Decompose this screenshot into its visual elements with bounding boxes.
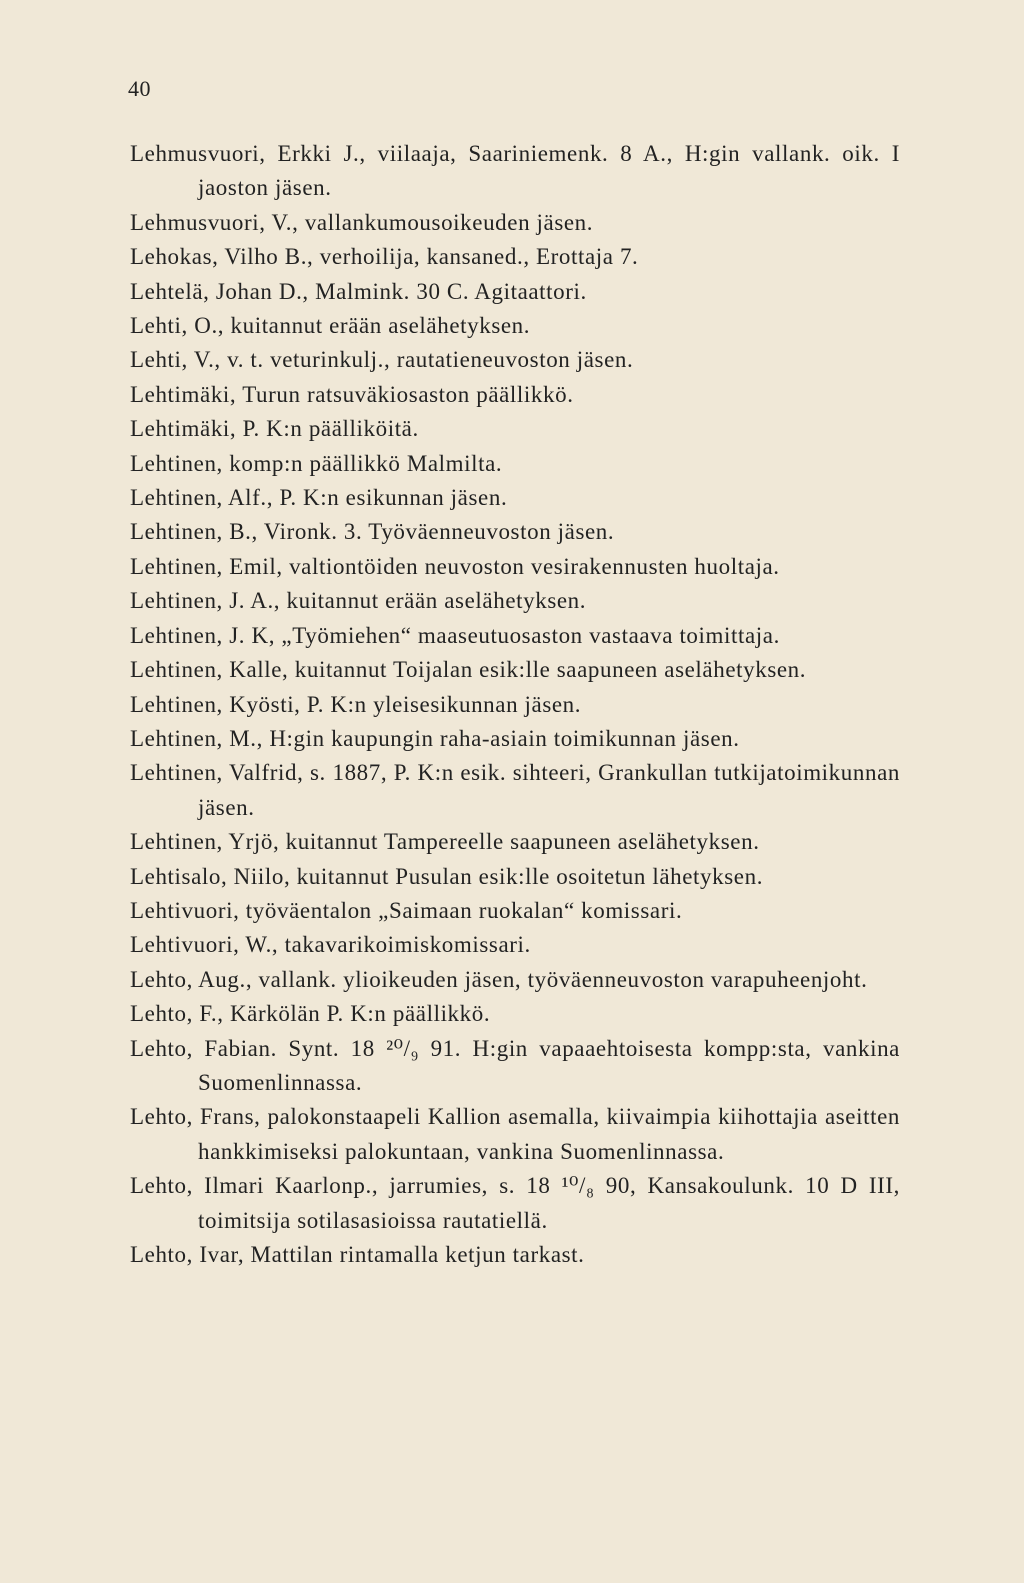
list-item: Lehtimäki, Turun ratsuväkiosaston päällikkö. [130,381,574,407]
list-item: Lehto, Frans, palokonstaapeli Kallion asemalla, kiivaimpia kiihottajia aseitten hankkimiseksi palokuntaan, vankina Suomenlinnassa. [130,1104,900,1164]
list-item: Lehtinen, komp:n päällikkö Malmilta. [130,450,503,476]
list-item: Lehto, Ilmari Kaarlonp., jarrumies, s. 18 ¹⁰/₈ 90, Kansakoulunk. 10 D III, toimitsija sotilasasioissa rautatiellä. [130,1173,900,1233]
page-number: 40 [128,76,151,101]
list-item: Lehtinen, Alf., P. K:n esikunnan jäsen. [130,485,508,511]
list-item: Lehto, Aug., vallank. ylioikeuden jäsen, työväenneuvoston varapuheenjoht. [130,966,868,992]
list-item: Lehtinen, Kalle, kuitannut Toijalan esik:lle saapuneen aselähetyksen. [130,657,807,683]
list-item: Lehtinen, M., H:gin kaupungin raha-asiain toimikunnan jäsen. [130,725,740,751]
list-item: Lehtimäki, P. K:n päälliköitä. [130,416,419,442]
list-item: Lehtinen, J. K, „Työmiehen“ maaseutuosaston vastaava toimittaja. [130,622,780,648]
list-item: Lehtinen, Yrjö, kuitannut Tampereelle saapuneen aselähetyksen. [130,829,760,855]
list-item: Lehtinen, Kyösti, P. K:n yleisesikunnan jäsen. [130,691,582,717]
list-item: Lehto, Fabian. Synt. 18 ²⁰/₉ 91. H:gin vapaaehtoisesta kompp:sta, vankina Suomenlinnassa. [130,1035,900,1095]
list-item: Lehtinen, Valfrid, s. 1887, P. K:n esik. sihteeri, Grankullan tutkijatoimikunnan jäsen. [130,760,900,820]
list-item: Lehmusvuori, Erkki J., viilaaja, Saariniemenk. 8 A., H:gin vallank. oik. I jaoston jäsen. [130,141,900,201]
list-item: Lehtisalo, Niilo, kuitannut Pusulan esik:lle osoitetun lähetyksen. [130,863,764,889]
list-item: Lehto, Ivar, Mattilan rintamalla ketjun tarkast. [130,1242,585,1267]
list-item: Lehti, V., v. t. veturinkulj., rautatieneuvoston jäsen. [130,347,634,373]
list-item: Lehtivuori, W., takavarikoimiskomissari. [130,932,531,958]
list-item: Lehtinen, Emil, valtiontöiden neuvoston vesirakennusten huoltaja. [130,553,780,579]
list-item: Lehto, F., Kärkölän P. K:n päällikkö. [130,1001,491,1027]
entry-list [130,137,900,1272]
list-item: Lehtinen, J. A., kuitannut erään aselähetyksen. [130,588,587,614]
list-item: Lehtinen, B., Vironk. 3. Työväenneuvoston jäsen. [130,519,615,545]
list-item: Lehtelä, Johan D., Malmink. 30 C. Agitaattori. [130,278,587,304]
list-item: Lehti, O., kuitannut erään aselähetyksen. [130,313,531,339]
list-item: Lehokas, Vilho B., verhoilija, kansaned., Erottaja 7. [130,244,639,270]
list-item: Lehmusvuori, V., vallankumousoikeuden jäsen. [130,209,594,235]
list-item: Lehtivuori, työväentalon „Saimaan ruokalan“ komissari. [130,897,683,923]
